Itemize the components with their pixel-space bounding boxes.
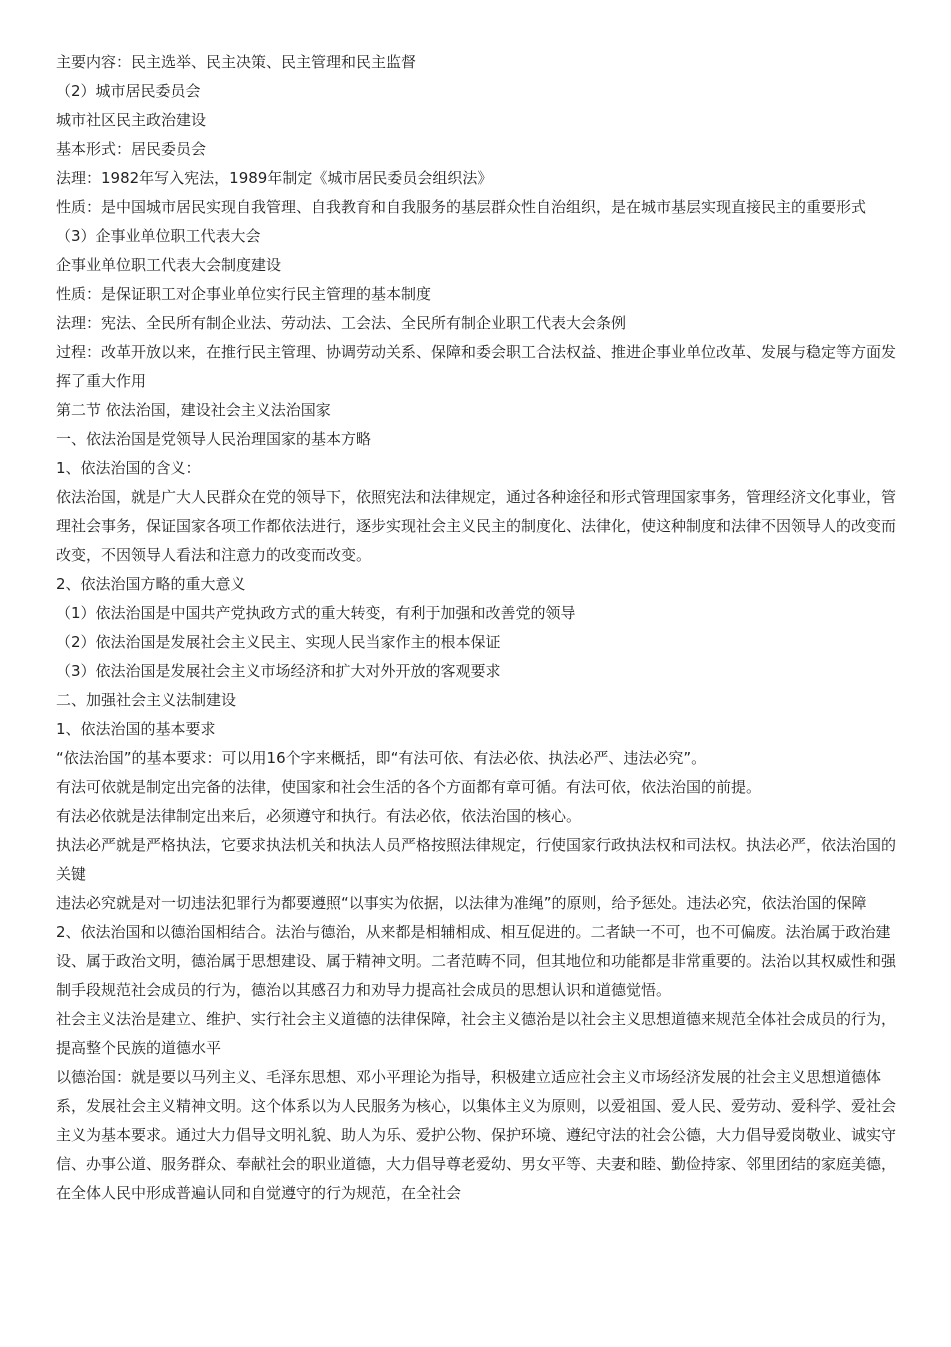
paragraph-law-and-virtue: 2、依法治国和以德治国相结合。法治与德治，从来都是相辅相成、相互促进的。二者缺一不可，也不可偏废。法治属于政治建设、属于政治文明，德治属于思想建设、属于精神文明。二者范畴不同，但其地位和功能都是非常重要的。法治以其权威性和强制手段规范社会成员的行为，德治以其感召力和劝导力提高社会成员的思想认识和道德觉悟。 bbox=[56, 923, 897, 999]
paragraph-legal-basis-1982: 法理：1982年写入宪法，1989年制定《城市居民委员会组织法》 bbox=[56, 169, 493, 187]
heading-legal-system: 二、加强社会主义法制建设 bbox=[56, 691, 237, 709]
heading-workers-congress: （3）企事业单位职工代表大会 bbox=[56, 227, 261, 245]
paragraph-urban-community: 城市社区民主政治建设 bbox=[56, 111, 207, 129]
paragraph-laws-to-follow: 有法可依就是制定出完备的法律，使国家和社会生活的各个方面都有章可循。有法可依，依法治国的前提。 bbox=[56, 778, 762, 796]
paragraph-workers-congress-system: 企事业单位职工代表大会制度建设 bbox=[56, 256, 282, 274]
paragraph-rule-by-virtue: 以德治国：就是要以马列主义、毛泽东思想、邓小平理论为指导，积极建立适应社会主义市场经济发展的社会主义思想道德体系，发展社会主义精神文明。这个体系以为人民服务为核心，以集体主义为原则，以爱祖国、爱人民、爱劳动、爱科学、爱社会主义为基本要求。通过大力倡导文明礼貌、助人为乐、爱护公物、保护环境、遵纪守法的社会公德，大力倡导爱岗敬业、诚实守信、办事公道、服务群众、奉献社会的职业道德，大力倡导尊老爱幼、男女平等、夫妻和睦、勤俭持家、邻里团结的家庭美德，在全体人民中形成普遍认同和自觉遵守的行为规范，在全社会 bbox=[56, 1068, 897, 1202]
paragraph-sixteen-characters: “依法治国”的基本要求：可以用16个字来概括，即“有法可依、有法必依、执法必严、违法必究”。 bbox=[56, 749, 707, 767]
paragraph-socialist-rule-of-law: 社会主义法治是建立、维护、实行社会主义道德的法律保障，社会主义德治是以社会主义思想道德来规范全体社会成员的行为，提高整个民族的道德水平 bbox=[56, 1010, 897, 1057]
paragraph-violations-prosecuted: 违法必究就是对一切违法犯罪行为都要遵照“以事实为依据，以法律为准绳”的原则，给予惩处。违法必究，依法治国的保障 bbox=[56, 894, 867, 912]
list-item-significance-1: （1）依法治国是中国共产党执政方式的重大转变，有利于加强和改善党的领导 bbox=[56, 604, 576, 622]
heading-meaning: 1、依法治国的含义： bbox=[56, 459, 201, 477]
list-item-significance-2: （2）依法治国是发展社会主义民主、实现人民当家作主的根本保证 bbox=[56, 633, 501, 651]
paragraph-process: 过程：改革开放以来，在推行民主管理、协调劳动关系、保障和委会职工合法权益、推进企事业单位改革、发展与稳定等方面发挥了重大作用 bbox=[56, 343, 897, 390]
heading-significance: 2、依法治国方略的重大意义 bbox=[56, 575, 246, 593]
document-page bbox=[56, 48, 901, 1208]
paragraph-nature-workers: 性质：是保证职工对企事业单位实行民主管理的基本制度 bbox=[56, 285, 432, 303]
paragraph-legal-basis-laws: 法理：宪法、全民所有制企业法、劳动法、工会法、全民所有制企业职工代表大会条例 bbox=[56, 314, 627, 332]
heading-residents-committee: （2）城市居民委员会 bbox=[56, 82, 201, 100]
list-item-significance-3: （3）依法治国是发展社会主义市场经济和扩大对外开放的客观要求 bbox=[56, 662, 501, 680]
paragraph-nature-residents: 性质：是中国城市居民实现自我管理、自我教育和自我服务的基层群众性自治组织，是在城市基层实现直接民主的重要形式 bbox=[56, 198, 867, 216]
paragraph-meaning-body: 依法治国，就是广大人民群众在党的领导下，依照宪法和法律规定，通过各种途径和形式管理国家事务，管理经济文化事业，管理社会事务，保证国家各项工作都依法进行，逐步实现社会主义民主的制度化、法律化，使这种制度和法律不因领导人的改变而改变，不因领导人看法和注意力的改变而改变。 bbox=[56, 488, 897, 564]
paragraph-main-content: 主要内容：民主选举、民主决策、民主管理和民主监督 bbox=[56, 53, 417, 71]
paragraph-laws-must-be-followed: 有法必依就是法律制定出来后，必须遵守和执行。有法必依，依法治国的核心。 bbox=[56, 807, 582, 825]
heading-basic-strategy: 一、依法治国是党领导人民治理国家的基本方略 bbox=[56, 430, 372, 448]
section-heading-rule-of-law: 第二节 依法治国，建设社会主义法治国家 bbox=[56, 401, 331, 419]
paragraph-strict-enforcement: 执法必严就是严格执法，它要求执法机关和执法人员严格按照法律规定，行使国家行政执法权和司法权。执法必严，依法治国的关键 bbox=[56, 836, 897, 883]
heading-basic-requirements: 1、依法治国的基本要求 bbox=[56, 720, 216, 738]
paragraph-basic-form: 基本形式：居民委员会 bbox=[56, 140, 207, 158]
